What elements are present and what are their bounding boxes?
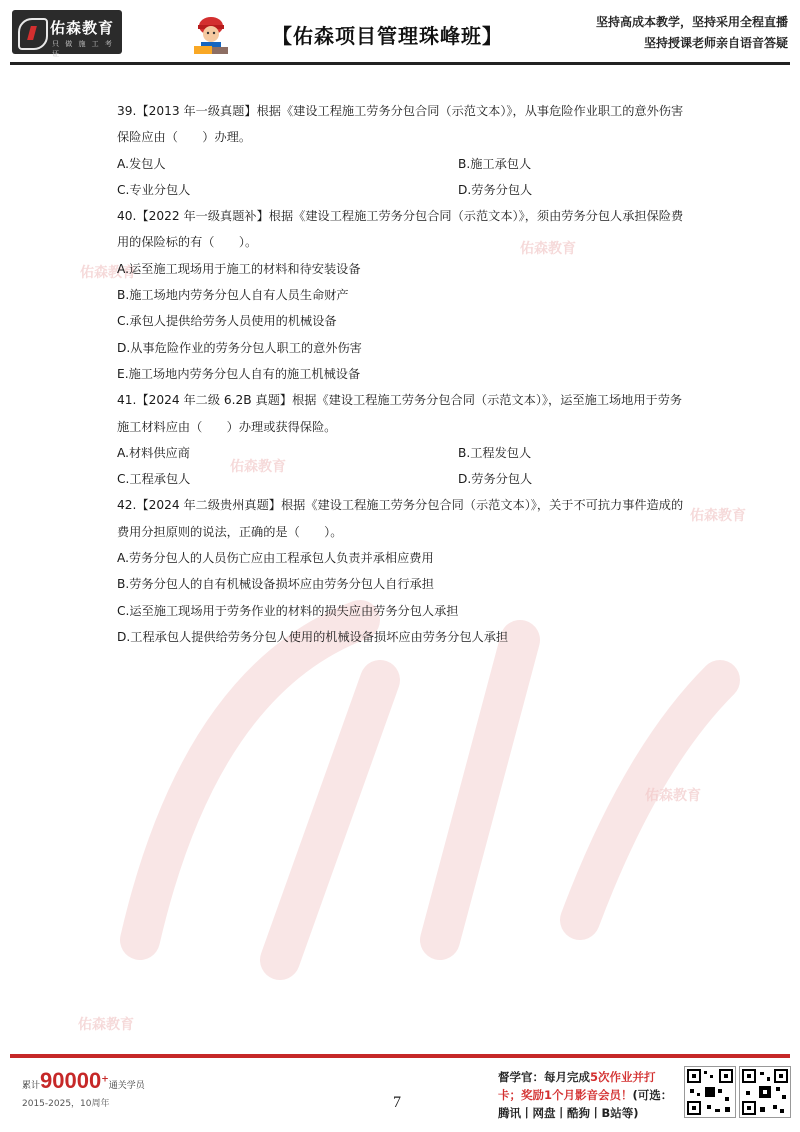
option: C.专业分包人 — [117, 182, 191, 197]
question-stem: 39.【2013 年一级真题】根据《建设工程施工劳务分包合同（示范文本）》，从事危险作业职工的意外伤害保险应由（ ）办理。 — [117, 104, 684, 145]
option: E.施工场地内劳务分包人自有的施工机械设备 — [117, 366, 361, 381]
question-stem: 40.【2022 年一级真题补】根据《建设工程施工劳务分包合同（示范文本）》，须由劳务分包人承担保险费用的保险标的有（ ）。 — [117, 209, 684, 250]
page-header — [10, 8, 790, 63]
option: D.劳务分包人 — [458, 182, 533, 197]
option: D.从事危险作业的劳务分包人职工的意外伤害 — [117, 340, 362, 355]
option-row — [117, 177, 687, 203]
question-stem: 41.【2024 年二级 6.2B 真题】根据《建设工程施工劳务分包合同（示范文本）》，运至施工场地用于劳务施工材料应由（ ）办理或获得保险。 — [117, 393, 683, 434]
promo-highlight-1: 5次作业并打卡； — [498, 1070, 656, 1102]
option: B.施工场地内劳务分包人自有人员生命财产 — [117, 288, 349, 303]
header-divider — [10, 62, 790, 65]
promo-suffix: (可选：腾讯丨网盘丨酷狗丨B站等) — [498, 1088, 673, 1120]
watermark-5: 佑森教育 — [645, 788, 701, 804]
option-row — [117, 466, 687, 492]
footer-promo — [498, 1068, 678, 1122]
option: C.运至施工现场用于劳务作业的材料的损失应由劳务分包人承担 — [117, 603, 459, 618]
option: D.劳务分包人 — [458, 472, 533, 487]
page-number: 7 — [393, 1094, 401, 1111]
watermark-1: 佑森教育 — [80, 265, 136, 281]
option: B.施工承包人 — [458, 156, 532, 171]
years-text: 2015-2025，10周年 — [22, 1099, 110, 1109]
watermark-2: 佑森教育 — [520, 241, 576, 257]
brand-logo — [12, 10, 122, 58]
option: A.发包人 — [117, 156, 166, 171]
logo-slogan: 只 做 施 工 考 证 — [52, 40, 114, 58]
watermark-3: 佑森教育 — [230, 459, 286, 475]
slogan-line-1: 坚持高成本教学，坚持采用全程直播 — [595, 15, 788, 29]
option-row — [117, 440, 687, 466]
qr-code-icon — [684, 1066, 736, 1118]
promo-highlight-2: 奖励1个月影音会员！ — [521, 1088, 633, 1102]
page-title: 【佑森项目管理珠峰班】 — [272, 24, 503, 48]
cumulative-label: 累计 — [22, 1081, 41, 1091]
option: B.劳务分包人的自有机械设备损坏应由劳务分包人自行承担 — [117, 577, 434, 592]
students-plus: + — [101, 1074, 109, 1085]
students-number: 90000 — [40, 1068, 102, 1093]
footer-stats — [22, 1068, 145, 1109]
logo-text: 佑森教育 — [50, 19, 115, 37]
option: A.劳务分包人的人员伤亡应由工程承包人负责并承相应费用 — [117, 551, 434, 566]
promo-prefix: 督学官：每月完成 — [498, 1070, 590, 1084]
option: C.承包人提供给劳务人员使用的机械设备 — [117, 314, 337, 329]
option: C.工程承包人 — [117, 472, 191, 487]
header-slogans — [596, 12, 788, 54]
question-list — [117, 98, 687, 650]
option: D.工程承包人提供给劳务分包人使用的机械设备损坏应由劳务分包人承担 — [117, 629, 509, 644]
watermark-4: 佑森教育 — [690, 508, 746, 524]
slogan-line-2: 坚持授课老师亲自语音答疑 — [643, 36, 788, 50]
option: B.工程发包人 — [458, 445, 532, 460]
option-row — [117, 151, 687, 177]
question-stem: 42.【2024 年二级贵州真题】根据《建设工程施工劳务分包合同（示范文本）》，关于不可抗力事件造成的费用分担原则的说法，正确的是（ ）。 — [117, 498, 684, 539]
logo-mark-icon — [18, 18, 48, 50]
option: A.运至施工现场用于施工的材料和待安装设备 — [117, 261, 361, 276]
watermark-6: 佑森教育 — [78, 1017, 134, 1033]
footer-divider — [10, 1054, 790, 1058]
mascot-icon — [188, 12, 234, 58]
option: A.材料供应商 — [117, 445, 190, 460]
students-suffix: 通关学员 — [108, 1081, 145, 1091]
qr-code-icon — [739, 1066, 791, 1118]
